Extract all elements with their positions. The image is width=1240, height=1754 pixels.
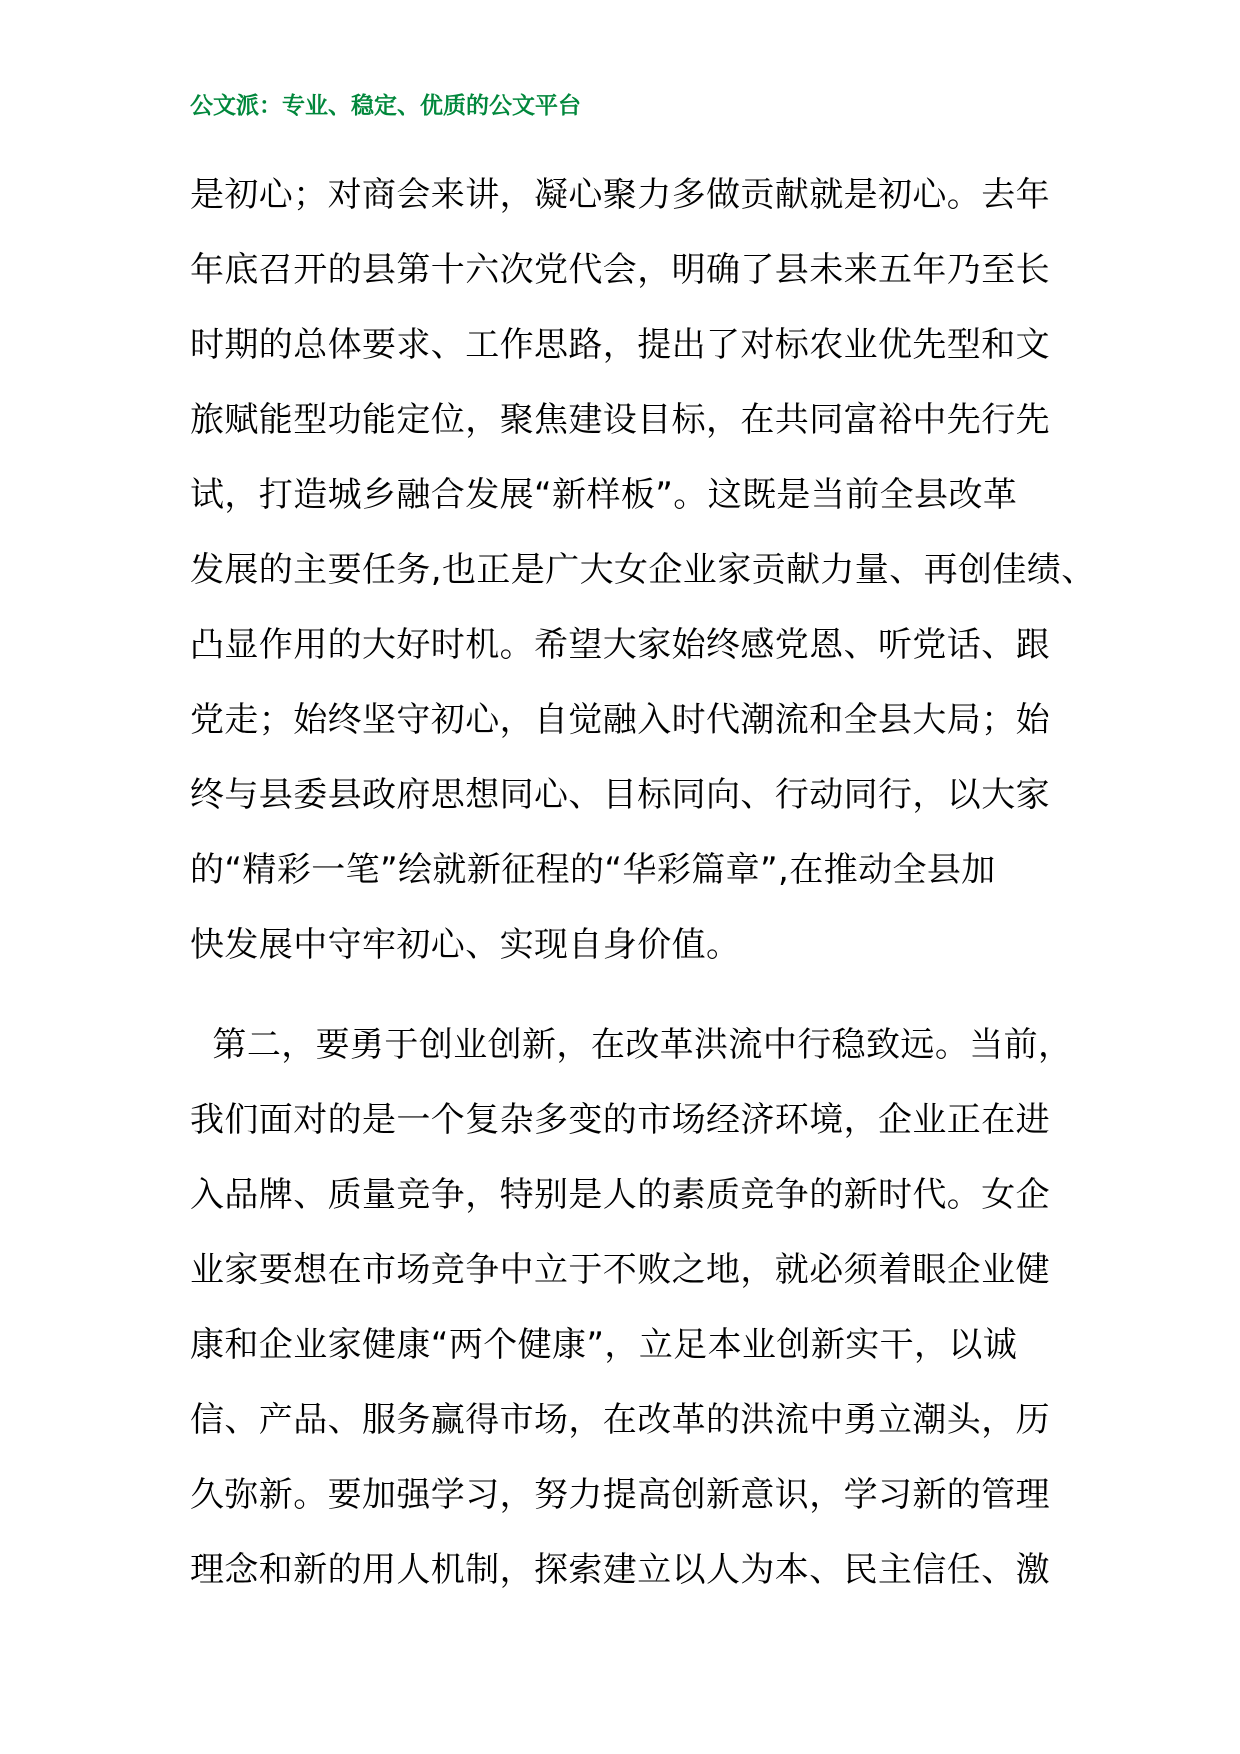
paragraph-line: 凸显作用的大好时机。希望大家始终感党恩、听党话、跟 (190, 625, 1050, 665)
paragraph-line: 时期的总体要求、工作思路，提出了对标农业优先型和文 (190, 325, 1050, 365)
paragraph-line: 入品牌、质量竞争，特别是人的素质竞争的新时代。女企 (190, 1175, 1050, 1215)
paragraph-line: 我们面对的是一个复杂多变的市场经济环境，企业正在进 (190, 1100, 1050, 1140)
page-header: 公文派：专业、稳定、优质的公文平台 (190, 92, 581, 119)
paragraph-line: 第二，要勇于创业创新，在改革洪流中行稳致远。当前， (190, 1025, 1073, 1065)
paragraph-line: 发展的主要任务,也正是广大女企业家贡献力量、再创佳绩、 (190, 550, 1096, 590)
paragraph-line: 快发展中守牢初心、实现自身价值。 (190, 925, 741, 965)
paragraph-line: 理念和新的用人机制，探索建立以人为本、民主信任、激 (190, 1550, 1050, 1590)
paragraph-line: 信、产品、服务赢得市场，在改革的洪流中勇立潮头，历 (190, 1400, 1050, 1440)
paragraph-1 (190, 158, 1096, 983)
paragraph-line: 党走；始终坚守初心，自觉融入时代潮流和全县大局；始 (190, 700, 1050, 740)
paragraph-line: 终与县委县政府思想同心、目标同向、行动同行，以大家 (190, 775, 1050, 815)
paragraph-line: 业家要想在市场竞争中立于不败之地，就必须着眼企业健 (190, 1250, 1050, 1290)
paragraph-line: 久弥新。要加强学习，努力提高创新意识，学习新的管理 (190, 1475, 1050, 1515)
paragraph-2 (190, 1008, 1073, 1608)
paragraph-line: 年底召开的县第十六次党代会，明确了县未来五年乃至长 (190, 250, 1050, 290)
paragraph-line: 试，打造城乡融合发展“新样板”。这既是当前全县改革 (190, 475, 1018, 515)
paragraph-line: 旅赋能型功能定位，聚焦建设目标，在共同富裕中先行先 (190, 400, 1050, 440)
paragraph-line: 的“精彩一笔”绘就新征程的“华彩篇章”,在推动全县加 (190, 850, 996, 890)
paragraph-line: 是初心；对商会来讲，凝心聚力多做贡献就是初心。去年 (190, 175, 1050, 215)
paragraph-line: 康和企业家健康“两个健康”，立足本业创新实干，以诚 (190, 1325, 1018, 1365)
